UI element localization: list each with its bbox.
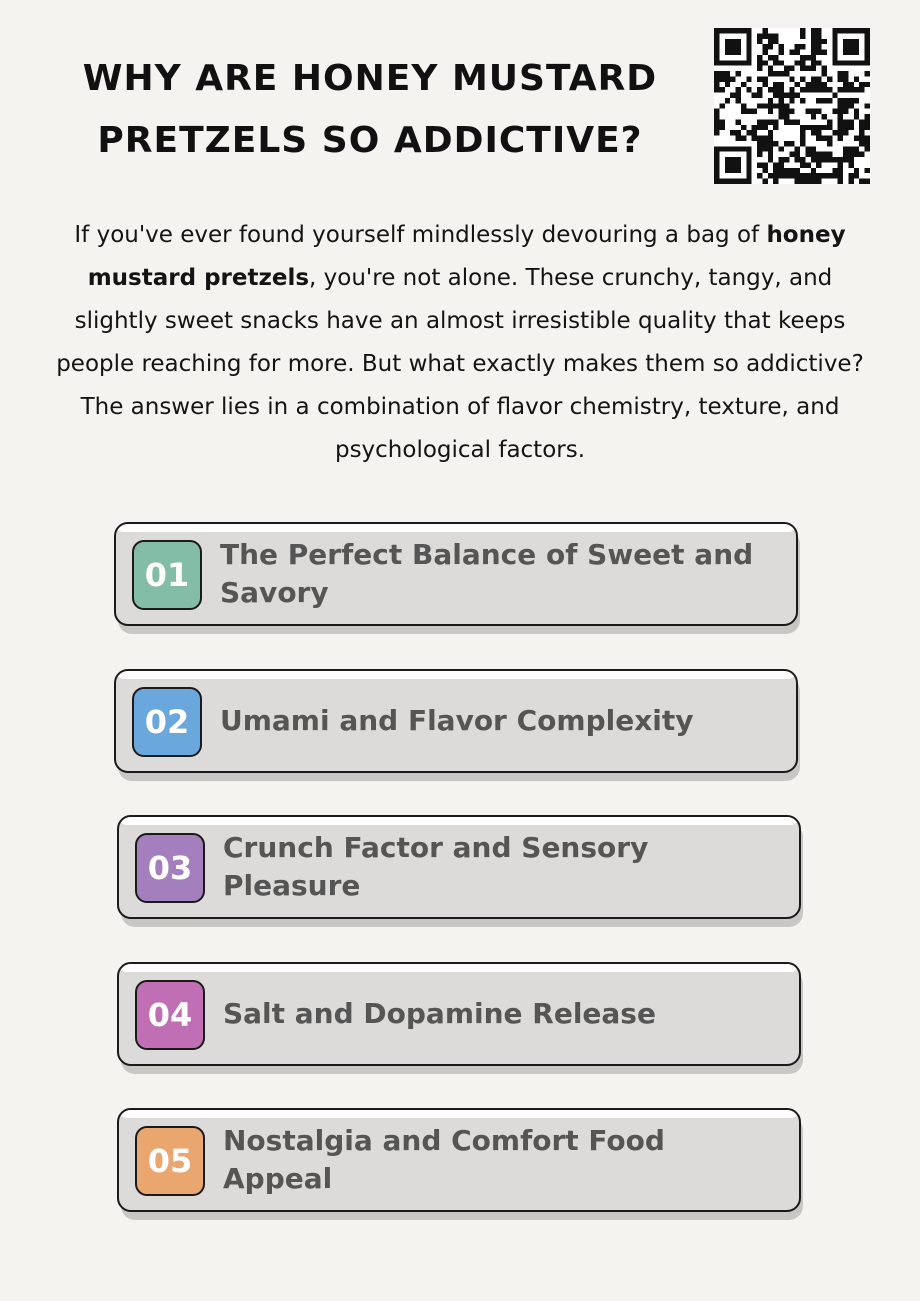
item-label-3: Crunch Factor and Sensory Pleasure [223, 831, 649, 902]
item-label-2: Umami and Flavor Complexity [220, 704, 694, 737]
page-title [40, 48, 700, 172]
intro-text-end: , you're not alone. These crunchy, tangy, and slightly sweet snacks have an almost irresistible quality that keeps people reaching for more. But what exactly makes them so addictive? The answer lies in a combination of flavor chemistry, texture, and psychological factors. [56, 265, 864, 463]
item-number-badge-1: 01 [132, 540, 202, 610]
list-item-2 [114, 669, 798, 773]
title-line-2: PRETZELS SO ADDICTIVE? [97, 120, 643, 161]
item-number-badge-5: 05 [135, 1126, 205, 1196]
intro-text-bold: honey mustard pretzels [87, 222, 846, 291]
list-item-3 [117, 815, 801, 919]
item-number-badge-2: 02 [132, 687, 202, 757]
list-item-5 [117, 1108, 801, 1212]
item-label-4: Salt and Dopamine Release [223, 997, 656, 1030]
intro-paragraph [48, 214, 872, 472]
item-label-1: The Perfect Balance of Sweet and Savory [220, 538, 754, 609]
qr-code-icon [714, 28, 870, 184]
item-number-badge-4: 04 [135, 980, 205, 1050]
list-item-4 [117, 962, 801, 1066]
intro-text-start: If you've ever found yourself mindlessly devouring a bag of [74, 222, 767, 248]
item-number-badge-3: 03 [135, 833, 205, 903]
list-item-1 [114, 522, 798, 626]
item-label-5: Nostalgia and Comfort Food Appeal [223, 1124, 665, 1195]
title-line-1: WHY ARE HONEY MUSTARD [82, 58, 658, 99]
